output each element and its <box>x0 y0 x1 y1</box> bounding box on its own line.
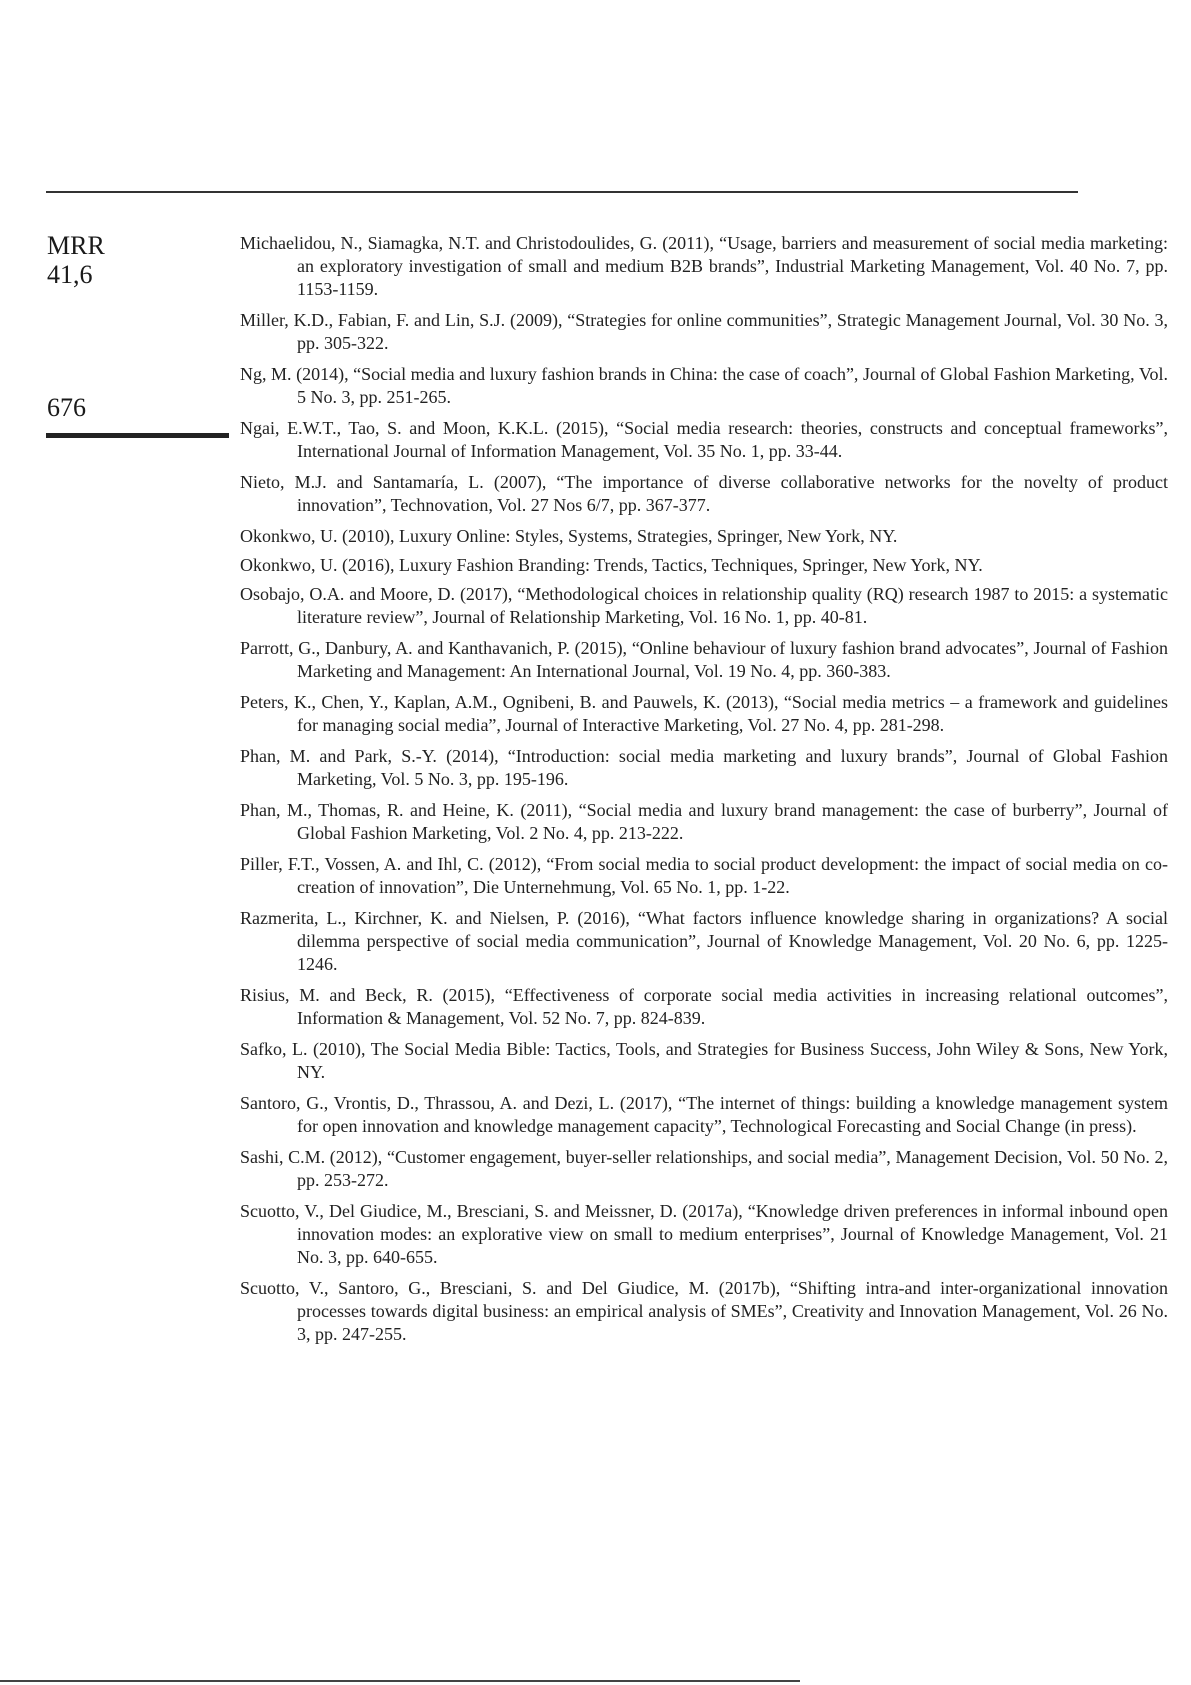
reference-item: Okonkwo, U. (2010), Luxury Online: Styles, Systems, Strategies, Springer, New York, NY. <box>240 526 898 546</box>
reference-list <box>240 232 1168 1354</box>
reference-item: Santoro, G., Vrontis, D., Thrassou, A. and Dezi, L. (2017), “The internet of things: building a knowledge management system for open innovation and knowledge management capacity”, Technological Forecasting and Social Change (in press). <box>240 1093 1168 1136</box>
page-bottom-edge <box>0 1680 800 1682</box>
reference-item: Nieto, M.J. and Santamaría, L. (2007), “The importance of diverse collaborative networks for the novelty of product innovation”, Technovation, Vol. 27 Nos 6/7, pp. 367-377. <box>240 472 1168 515</box>
reference-item: Parrott, G., Danbury, A. and Kanthavanich, P. (2015), “Online behaviour of luxury fashion brand advocates”, Journal of Fashion Marketing and Management: An International Journal, Vol. 19 No. 4, pp. 360-383. <box>240 638 1168 681</box>
journal-volume-issue: 41,6 <box>47 260 93 289</box>
reference-item: Scuotto, V., Del Giudice, M., Bresciani, S. and Meissner, D. (2017a), “Knowledge driven preferences in informal inbound open innovation modes: an explorative view on small to medium enterprises”, Journal of Knowledge Management, Vol. 21 No. 3, pp. 640-655. <box>240 1201 1168 1267</box>
reference-item: Phan, M., Thomas, R. and Heine, K. (2011), “Social media and luxury brand management: the case of burberry”, Journal of Global Fashion Marketing, Vol. 2 No. 4, pp. 213-222. <box>240 800 1168 843</box>
header-rule <box>46 191 1078 193</box>
journal-code <box>47 231 105 289</box>
reference-item: Michaelidou, N., Siamagka, N.T. and Christodoulides, G. (2011), “Usage, barriers and measurement of social media marketing: an exploratory investigation of small and medium B2B brands”, Industrial Marketing Management, Vol. 40 No. 7, pp. 1153-1159. <box>240 233 1168 299</box>
reference-item: Sashi, C.M. (2012), “Customer engagement, buyer-seller relationships, and social media”, Management Decision, Vol. 50 No. 2, pp. 253-272. <box>240 1147 1168 1190</box>
reference-item: Peters, K., Chen, Y., Kaplan, A.M., Ognibeni, B. and Pauwels, K. (2013), “Social media metrics – a framework and guidelines for managing social media”, Journal of Interactive Marketing, Vol. 27 No. 4, pp. 281-298. <box>240 692 1168 735</box>
reference-item: Miller, K.D., Fabian, F. and Lin, S.J. (2009), “Strategies for online communities”, Strategic Management Journal, Vol. 30 No. 3, pp. 305-322. <box>240 310 1168 353</box>
reference-item: Ngai, E.W.T., Tao, S. and Moon, K.K.L. (2015), “Social media research: theories, constructs and conceptual frameworks”, International Journal of Information Management, Vol. 35 No. 1, pp. 33-44. <box>240 418 1168 461</box>
reference-item: Piller, F.T., Vossen, A. and Ihl, C. (2012), “From social media to social product development: the impact of social media on co-creation of innovation”, Die Unternehmung, Vol. 65 No. 1, pp. 1-22. <box>240 854 1168 897</box>
reference-item: Scuotto, V., Santoro, G., Bresciani, S. and Del Giudice, M. (2017b), “Shifting intra-and inter-organizational innovation processes towards digital business: an empirical analysis of SMEs”, Creativity and Innovation Management, Vol. 26 No. 3, pp. 247-255. <box>240 1278 1168 1344</box>
reference-item: Razmerita, L., Kirchner, K. and Nielsen, P. (2016), “What factors influence knowledge sharing in organizations? A social dilemma perspective of social media communication”, Journal of Knowledge Management, Vol. 20 No. 6, pp. 1225-1246. <box>240 908 1168 974</box>
journal-code-abbrev: MRR <box>47 231 105 260</box>
reference-item: Phan, M. and Park, S.-Y. (2014), “Introduction: social media marketing and luxury brands”, Journal of Global Fashion Marketing, Vol. 5 No. 3, pp. 195-196. <box>240 746 1168 789</box>
page-number-rule <box>46 433 229 438</box>
reference-item: Risius, M. and Beck, R. (2015), “Effectiveness of corporate social media activities in increasing relational outcomes”, Information & Management, Vol. 52 No. 7, pp. 824-839. <box>240 985 1168 1028</box>
page-number: 676 <box>47 393 86 422</box>
reference-item: Okonkwo, U. (2016), Luxury Fashion Branding: Trends, Tactics, Techniques, Springer, New York, NY. <box>240 555 983 575</box>
reference-item: Osobajo, O.A. and Moore, D. (2017), “Methodological choices in relationship quality (RQ) research 1987 to 2015: a systematic literature review”, Journal of Relationship Marketing, Vol. 16 No. 1, pp. 40-81. <box>240 584 1168 627</box>
reference-item: Ng, M. (2014), “Social media and luxury fashion brands in China: the case of coach”, Journal of Global Fashion Marketing, Vol. 5 No. 3, pp. 251-265. <box>240 364 1168 407</box>
reference-item: Safko, L. (2010), The Social Media Bible: Tactics, Tools, and Strategies for Business Success, John Wiley & Sons, New York, NY. <box>240 1039 1168 1082</box>
